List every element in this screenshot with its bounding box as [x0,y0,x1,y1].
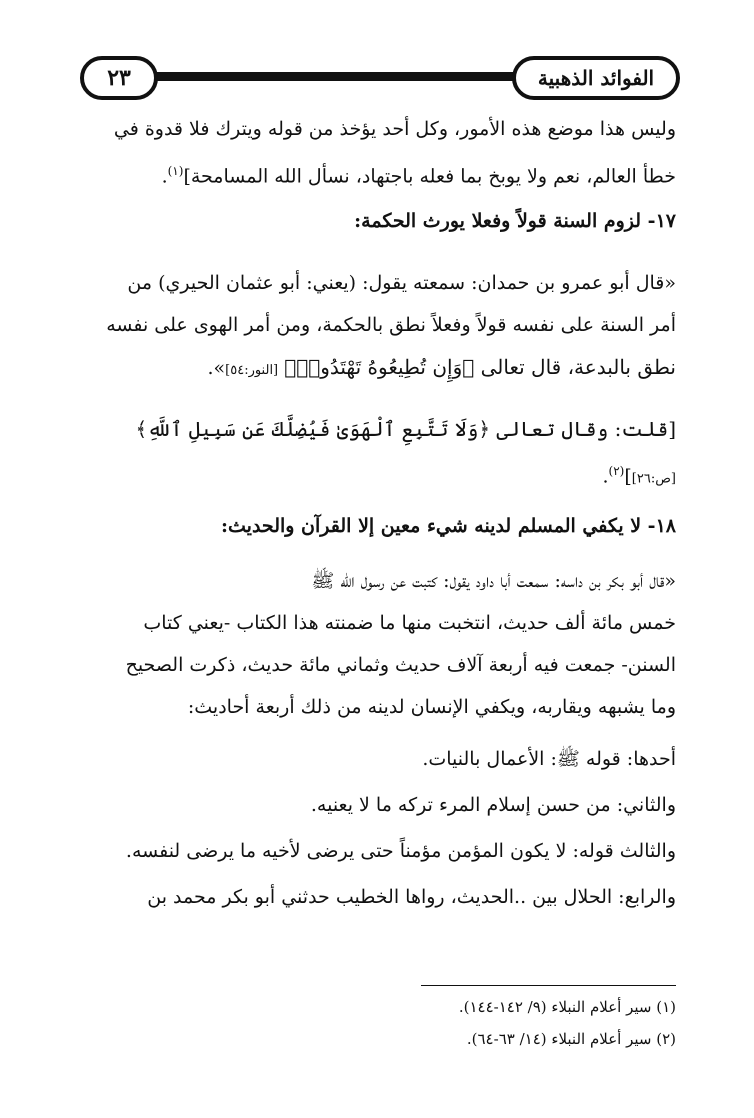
list-item: أحدها: قوله ﷺ: الأعمال بالنيات. [422,748,676,770]
text-line: وليس هذا موضع هذه الأمور، وكل أحد يؤخذ من قوله ويترك فلا قدوة في [113,118,676,140]
section-heading-17 [76,200,676,242]
paragraph-4 [76,560,676,728]
verse-ref: [ص:٢٦] [631,471,676,487]
page-number-text: ٢٣ [107,65,131,91]
text-line [76,346,676,388]
heading-text: ١٨- لا يكفي المسلم لدينه شيء معين إلا القرآن والحديث: [221,515,676,537]
text-segment: . [602,465,609,488]
section-heading-18 [76,505,676,547]
list-item: والرابع: الحلال بين ..الحديث، رواها الخطيب حدثني أبو بكر محمد بن [147,886,676,908]
verse-ref: [النور:٥٤] [225,363,279,378]
footnote-ref: (٢) [608,464,625,478]
quran-quote: [قلت: وقال تعالى ﴿وَلَا تَتَّبِعِ ٱلْهَوَىٰ فَيُضِلَّكَ عَن سَبِيلِ ٱللَّهِ﴾ [135,417,676,441]
paragraph-1 [76,108,676,192]
list-item: والثالث قوله: لا يكون المؤمن مؤمناً حتى يرضى لأخيه ما يرضى لنفسه. [125,840,676,862]
text-segment: ] [624,465,632,488]
running-title [512,56,680,100]
text-line: السنن- جمعت فيه أربعة آلاف حديث وثماني مائة حديث، ذكرت الصحيح [125,654,676,676]
quran-quote: نطق بالبدعة، قال تعالى ﴿وَإِن تُطِيعُوهُ تَهْتَدُوا۟﴾ [284,355,676,379]
text-line: خمس مائة ألف حديث، انتخبت منها ما ضمنته هذا الكتاب -يعني كتاب [143,612,676,634]
header-rule [110,72,560,81]
text-line: وما يشبهه ويقاربه، ويكفي الإنسان لدينه من ذلك أربعة أحاديث: [187,696,676,718]
text-line [76,450,676,492]
heading-text: ١٧- لزوم السنة قولاً وفعلا يورث الحكمة: [354,210,676,232]
text-segment: خطأ العالم، نعم ولا يوبخ بما فعله باجتهاد، نسأل الله المسامحة] [183,165,676,188]
paragraph-3 [76,408,676,492]
text-line: «قال أبو بكر بن داسه: سمعت أبا داود يقول: كتبت عن رسول الله ﷺ [311,570,676,592]
text-line: «قال أبو عمرو بن حمدان: سمعته يقول: (يعني: أبو عثمان الحيري) من [127,272,676,294]
hadith-list [76,738,676,922]
footnote-separator [421,985,676,986]
text-line: أمر السنة على نفسه قولاً وفعلاً نطق بالحكمة، ومن أمر الهوى على نفسه [106,314,676,336]
list-item: والثاني: من حسن إسلام المرء تركه ما لا يعنيه. [310,794,676,816]
paragraph-2 [76,262,676,388]
text-segment: . [161,165,168,188]
page-number [80,56,158,100]
text-line [76,150,676,192]
footnote-2: (٢) سير أعلام النبلاء (١٤/ ٦٣-٦٤). [466,1030,676,1048]
footnote-1: (١) سير أعلام النبلاء (٩/ ١٤٢-١٤٤). [458,998,676,1016]
running-title-text: الفوائد الذهبية [537,66,655,90]
page-header [80,52,680,102]
text-segment: ». [207,357,226,379]
footnote-ref: (١) [167,164,184,178]
